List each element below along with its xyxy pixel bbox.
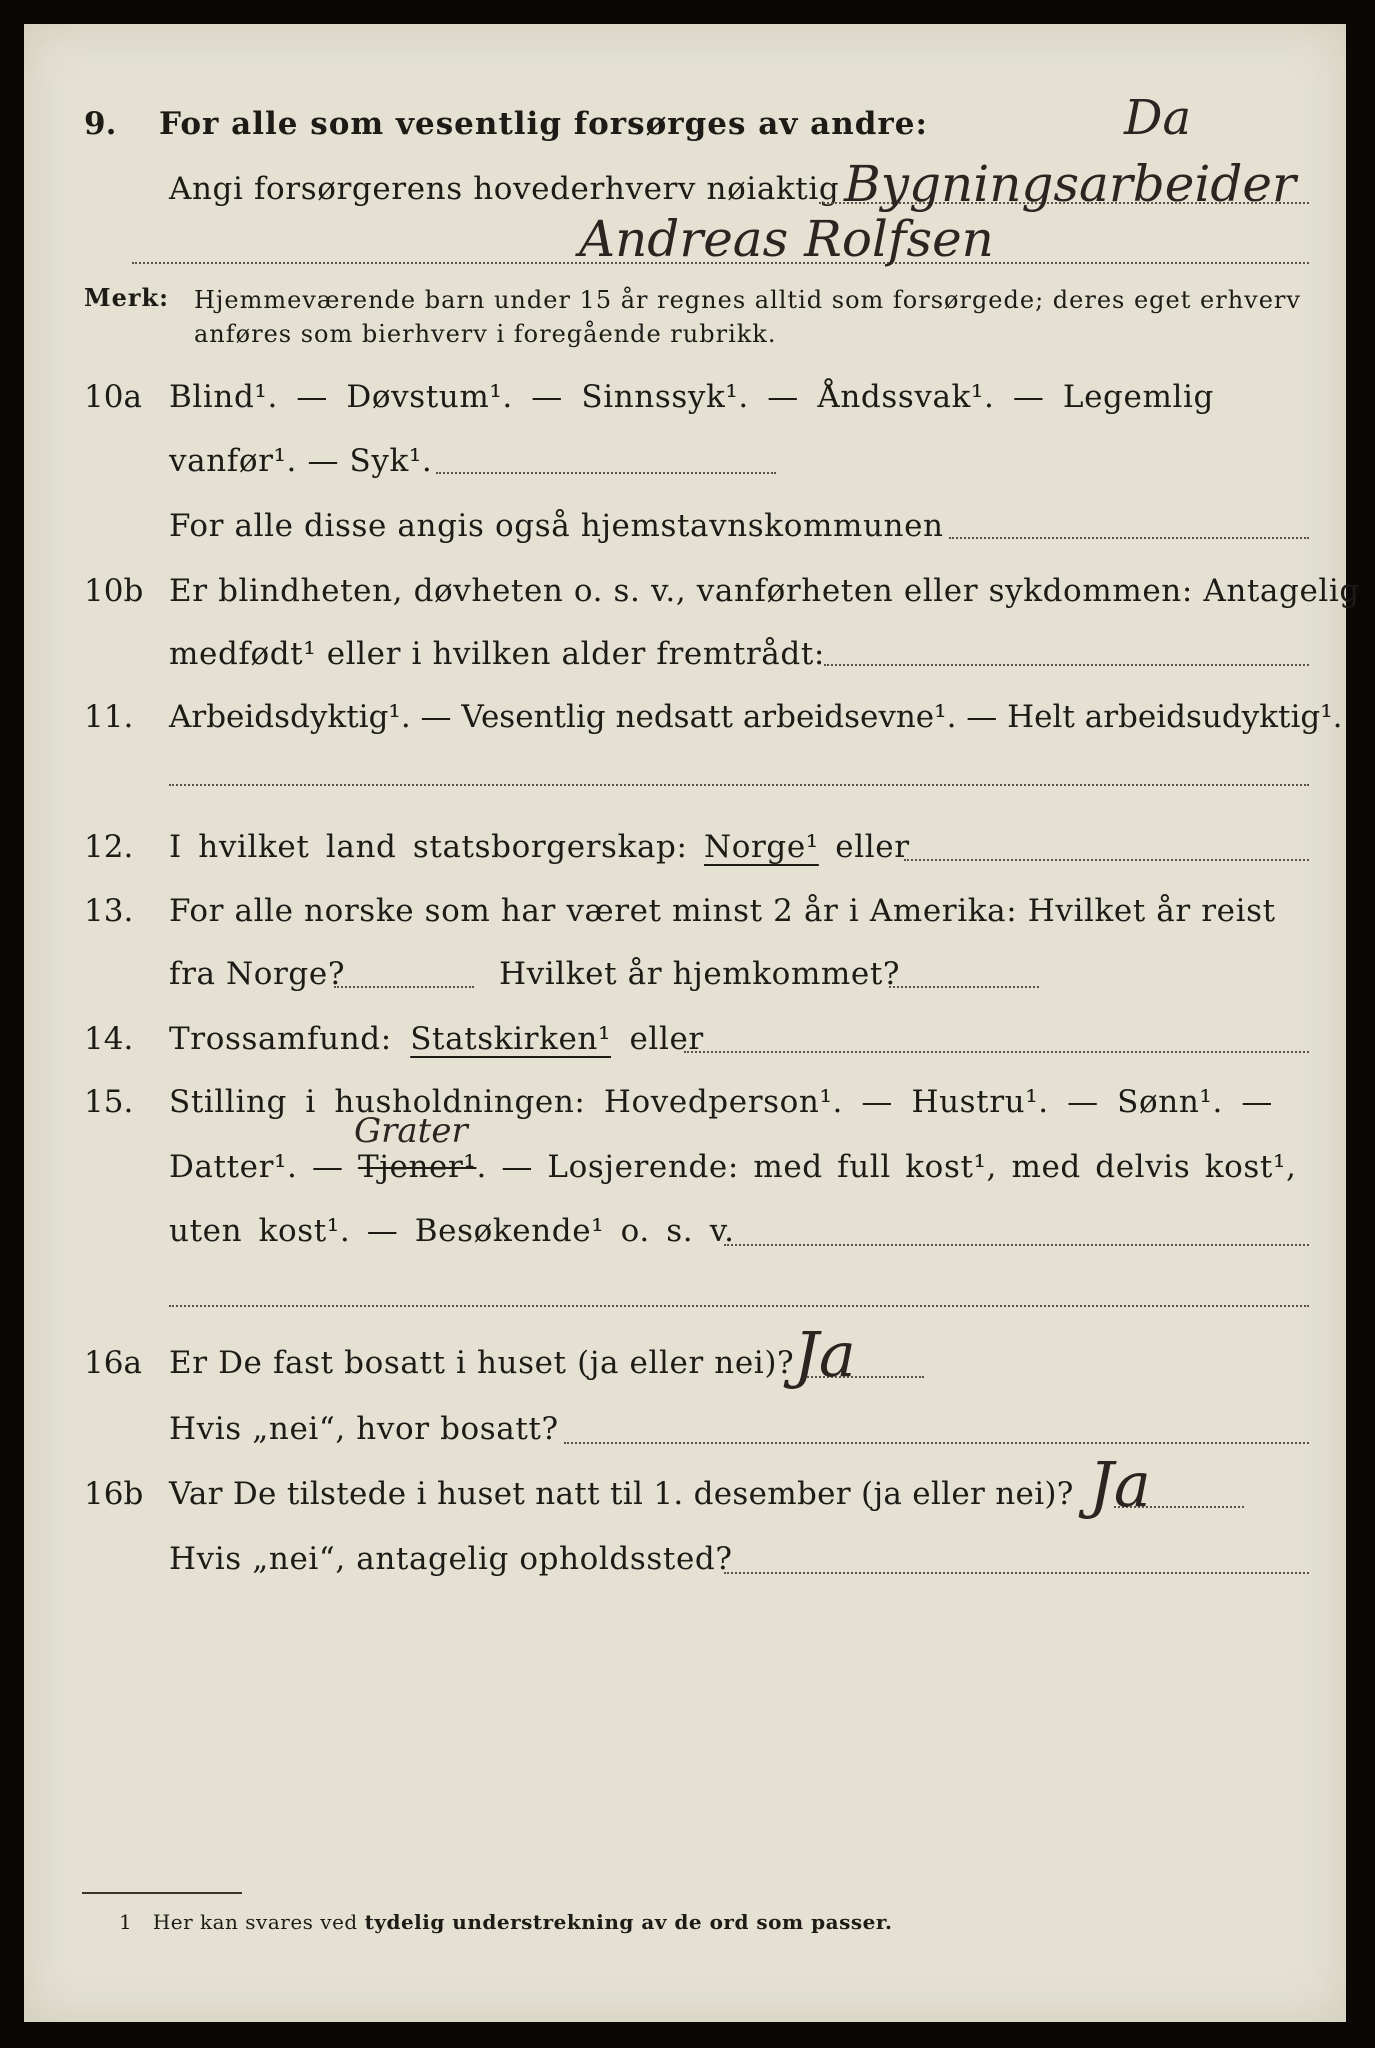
q12-post: eller bbox=[835, 829, 910, 865]
handwritten-name: Andreas Rolfsen bbox=[579, 210, 994, 268]
handwritten-grater: Grater bbox=[354, 1111, 468, 1151]
q10b-line1: Er blindheten, døvheten o. s. v., vanførheten eller sykdommen: Antagelig bbox=[169, 573, 1360, 609]
q16a-number: 16a bbox=[84, 1345, 142, 1381]
q11-answer-line bbox=[169, 784, 1309, 786]
q10a-line1: Blind¹. — Døvstum¹. — Sinnssyk¹. — Åndssvak¹. — Legemlig bbox=[169, 379, 1214, 415]
q15-answer-line bbox=[724, 1244, 1309, 1246]
q10a-syk-line bbox=[436, 472, 776, 474]
q15-tjener-struck: Tjener¹ bbox=[358, 1149, 477, 1185]
footnote-plain: Her kan svares ved bbox=[152, 1910, 358, 1934]
q14-line bbox=[169, 1021, 704, 1057]
merk-line1: Hjemmeværende barn under 15 år regnes alltid som forsørgede; deres eget erhverv bbox=[194, 286, 1301, 314]
q10b-answer-line bbox=[824, 664, 1309, 666]
q10b-line2: medfødt¹ eller i hvilken alder fremtrådt: bbox=[169, 636, 825, 672]
q13-line2a: fra Norge? bbox=[169, 956, 346, 992]
q9-heading: For alle som vesentlig forsørges av andre: bbox=[159, 106, 928, 142]
q10a-number: 10a bbox=[84, 379, 142, 415]
q15-line2c: . — Losjerende: med full kost¹, med delvis kost¹, bbox=[476, 1149, 1297, 1185]
q12-answer-line bbox=[904, 859, 1309, 861]
q12-pre: I hvilket land statsborgerskap: bbox=[169, 829, 688, 865]
q16a-line2: Hvis „nei“, hvor bosatt? bbox=[169, 1411, 559, 1447]
handwritten-ja-16b: Ja bbox=[1089, 1448, 1151, 1521]
q9-number: 9. bbox=[84, 106, 117, 142]
handwritten-da: Da bbox=[1124, 90, 1192, 146]
q15-number: 15. bbox=[84, 1084, 134, 1120]
q16b-number: 16b bbox=[84, 1476, 144, 1512]
handwritten-ja-16a: Ja bbox=[794, 1318, 856, 1391]
q14-pre: Trossamfund: bbox=[169, 1021, 392, 1057]
merk-label: Merk: bbox=[84, 283, 169, 312]
q10a-kommune-line bbox=[949, 537, 1309, 539]
q12-line bbox=[169, 829, 910, 865]
footnote bbox=[119, 1912, 893, 1932]
footnote-mark: 1 bbox=[119, 1910, 133, 1934]
q13-hjem-line bbox=[889, 986, 1039, 988]
census-form-page bbox=[24, 24, 1360, 2022]
q15-line3: uten kost¹. — Besøkende¹ o. s. v. bbox=[169, 1213, 735, 1249]
q13-number: 13. bbox=[84, 893, 134, 929]
q13-line1: For alle norske som har været minst 2 år i Amerika: Hvilket år reist bbox=[169, 893, 1276, 929]
q9-line2: Angi forsørgerens hovederhverv nøiaktig bbox=[169, 171, 840, 207]
q13-reist-line bbox=[334, 986, 474, 988]
q16b-line2: Hvis „nei“, antagelig opholdssted? bbox=[169, 1541, 733, 1577]
q10b-number: 10b bbox=[84, 573, 144, 609]
q14-answer-line bbox=[684, 1051, 1309, 1053]
q10a-line2: vanfør¹. — Syk¹. bbox=[169, 443, 433, 479]
q12-underlined: Norge¹ bbox=[704, 829, 819, 865]
handwritten-occupation: Bygningsarbeider bbox=[844, 155, 1296, 213]
merk-line2: anføres som bierhverv i foregående rubrikk. bbox=[194, 320, 777, 348]
footnote-bold: tydelig understrekning av de ord som passer. bbox=[364, 1910, 893, 1934]
q16a-bosatt-line bbox=[564, 1442, 1309, 1444]
q16b-opholdssted-line bbox=[724, 1572, 1309, 1574]
q15-line2a: Datter¹. — bbox=[169, 1149, 344, 1185]
q12-number: 12. bbox=[84, 829, 134, 865]
q16a-line1: Er De fast bosatt i huset (ja eller nei)? bbox=[169, 1345, 795, 1381]
q16b-line1: Var De tilstede i huset natt til 1. desember (ja eller nei)? bbox=[169, 1476, 1074, 1512]
q14-underlined: Statskirken¹ bbox=[410, 1021, 612, 1057]
q15-extra-line bbox=[169, 1305, 1309, 1307]
q10a-line3: For alle disse angis også hjemstavnskommunen bbox=[169, 508, 944, 544]
q14-number: 14. bbox=[84, 1021, 134, 1057]
q11-line1: Arbeidsdyktig¹. — Vesentlig nedsatt arbeidsevne¹. — Helt arbeidsudyktig¹. bbox=[169, 699, 1343, 735]
q15-line1: Stilling i husholdningen: Hovedperson¹. — Hustru¹. — Sønn¹. — bbox=[169, 1084, 1273, 1120]
q15-line2 bbox=[169, 1149, 1297, 1185]
footnote-rule bbox=[82, 1892, 242, 1894]
q13-line2b: Hvilket år hjemkommet? bbox=[499, 956, 901, 992]
q14-post: eller bbox=[629, 1021, 704, 1057]
q11-number: 11. bbox=[84, 699, 134, 735]
